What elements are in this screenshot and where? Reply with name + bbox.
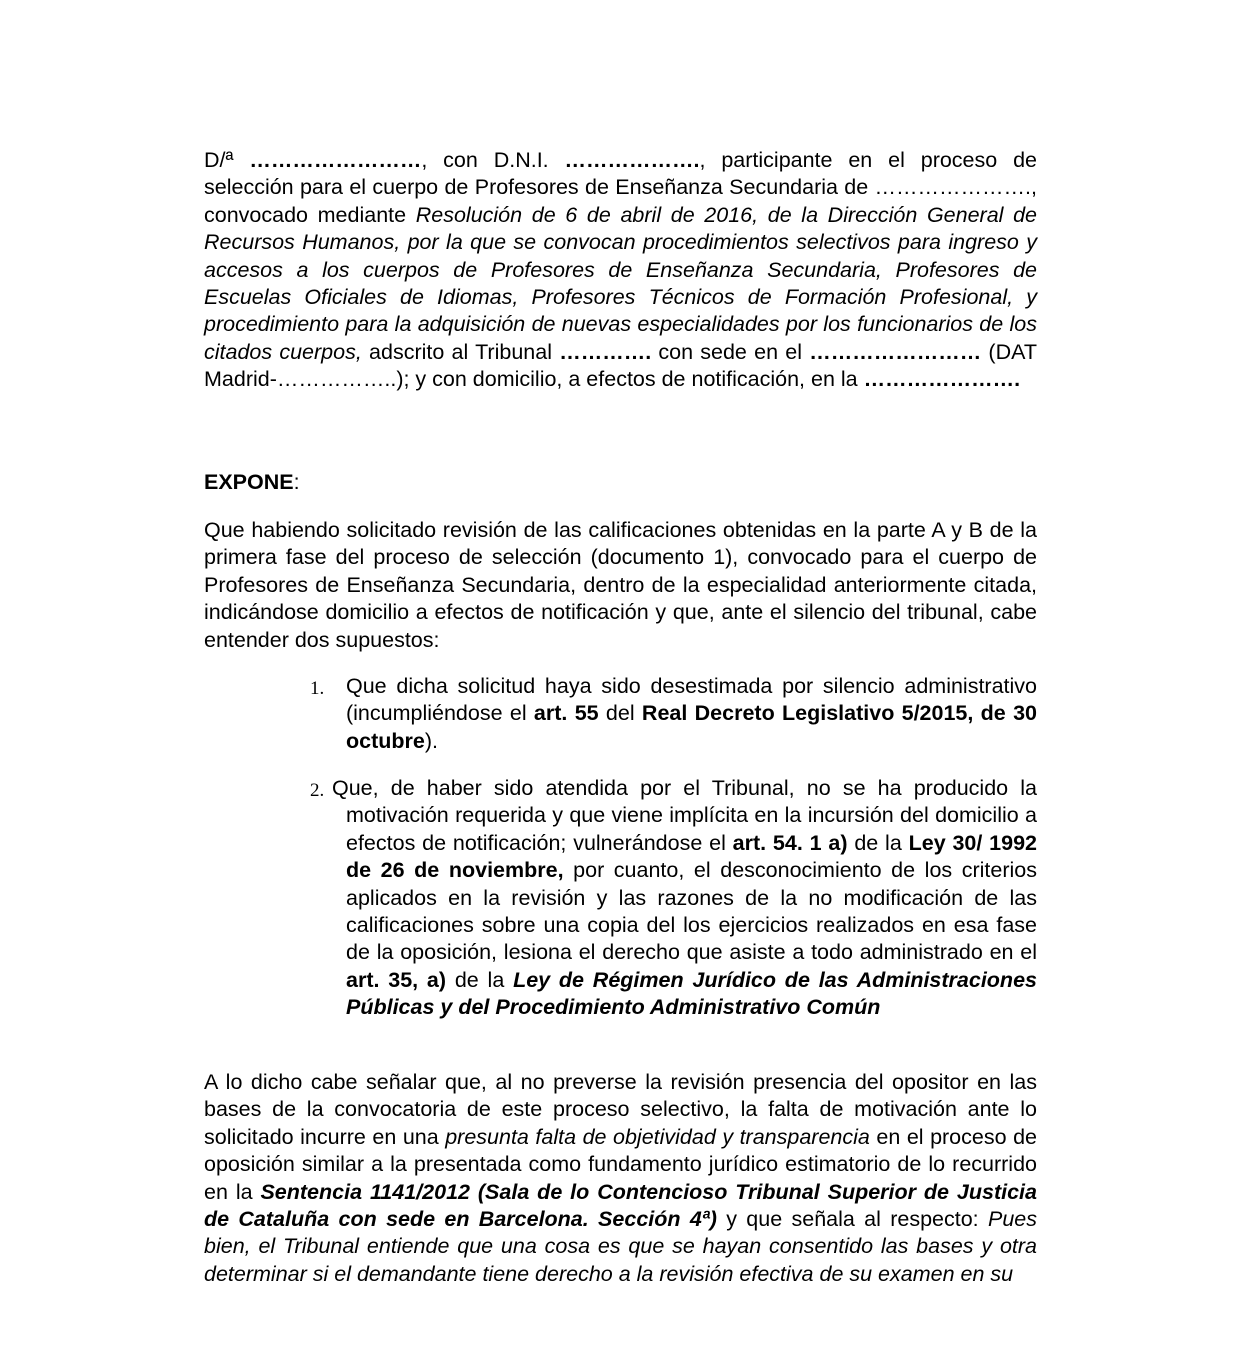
para-text: y que señala al respecto:	[716, 1207, 988, 1232]
para-text: A lo dicho cabe señalar que, al no preverse la revisión presencia del opositor en las bases de la convocatoria de este proceso selectivo, la falta de motivación ante lo solicitado incurre en una	[204, 1070, 1037, 1149]
item-bold: Real Decreto Legislativo 5/2015, de 30 octubre	[346, 701, 1037, 753]
item-2-number: 2.	[310, 780, 325, 801]
domicilio-blank: ………………….	[863, 367, 1021, 392]
intro-text: con sede en el	[651, 339, 810, 364]
item-1-text	[346, 673, 1037, 755]
item-bold: art. 54. 1 a)	[732, 830, 848, 855]
name-blank: ……………………	[249, 148, 422, 172]
intro-text: adscrito al Tribunal	[361, 339, 560, 364]
resolution-reference: Resolución de 6 de abril de 2016, de la Dirección General de Recursos Humanos, por la que se convocan procedimientos selectivos para ingreso y accesos a los cuerpos de Profesores de Enseñanza Secundaria, Profesores de Escuelas Oficiales de Idiomas, Profesores Técnicos de Formación Profesional, y procedimiento para la adquisición de nuevas especialidades por los funcionarios de los citados cuerpos,	[204, 202, 1037, 364]
intro-text: (DAT Madrid-……………..); y con domicilio, a efectos de notificación, en la	[204, 339, 1037, 392]
tribunal-blank: ………….	[559, 339, 652, 364]
item-2-text	[332, 775, 1038, 1022]
para-quote: Pues bien, el Tribunal entiende que una cosa es que se hayan consentido las bases y otra determinar si el demandante tiene derecho a la revisión efectiva de su examen en su	[204, 1207, 1037, 1286]
paragraph-2	[204, 1069, 1037, 1288]
intro-text: D/ª	[204, 148, 250, 172]
item-text: por cuanto, el desconocimiento de los criterios aplicados en la revisión y las razones de la no modificación de las calificaciones sobre una copia del los ejercicios realizados en esa fase de la oposición, lesiona el derecho que asiste a todo administrado en el	[346, 858, 1038, 965]
item-bold: art. 55	[533, 701, 599, 726]
item-text: Que, de haber sido atendida por el Tribunal, no se ha producido la motivación requerida y que viene implícita en la incursión del domicilio a efectos de notificación; vulnerándose el	[332, 776, 1037, 855]
item-1-number: 1.	[310, 678, 325, 699]
sede-blank: ……………………	[809, 339, 982, 364]
item-bold: Ley 30/ 1992 de 26 de noviembre,	[346, 830, 1037, 883]
paragraph-1: Que habiendo solicitado revisión de las calificaciones obtenidas en la parte A y B de la primera fase del proceso de selección (documento 1), convocado para el cuerpo de Profesores de Enseñanza Secundaria, dentro de la especialidad anteriormente citada, indicándose domicilio a efectos de notificación y que, ante el silencio del tribunal, cabe entender dos supuestos:	[204, 518, 1037, 652]
dni-blank: ……………….	[564, 148, 700, 172]
item-text: de la	[847, 830, 909, 855]
expone-label: EXPONE	[204, 470, 294, 494]
expone-heading	[204, 469, 300, 496]
item-bold: art. 35, a)	[346, 967, 447, 992]
law-reference: Ley de Régimen Jurídico de las Administraciones Públicas y del Procedimiento Administrativo Común	[346, 967, 1037, 1020]
item-text: de la	[446, 967, 514, 992]
para-italic: presunta falta de objetividad y transparencia	[445, 1124, 870, 1149]
item-text: Que dicha solicitud haya sido desestimada por silencio administrativo (incumpliéndose el	[346, 674, 1037, 726]
intro-paragraph	[204, 147, 1037, 394]
item-text: ).	[424, 728, 438, 753]
item-text: del	[598, 701, 642, 726]
para-text: en el proceso de oposición similar a la presentada como fundamento jurídico estimatorio de lo recurrido en la	[204, 1124, 1037, 1204]
expone-colon: :	[293, 470, 300, 494]
intro-text: , participante en el proceso de selección para el cuerpo de Profesores de Enseñanza Secundaria de …………………., convocado mediante	[204, 148, 1037, 227]
intro-text: , con D.N.I.	[421, 148, 565, 172]
sentencia-reference: Sentencia 1141/2012 (Sala de lo Contencioso Tribunal Superior de Justicia de Cataluña con sede en Barcelona. Sección 4ª)	[204, 1179, 1037, 1232]
